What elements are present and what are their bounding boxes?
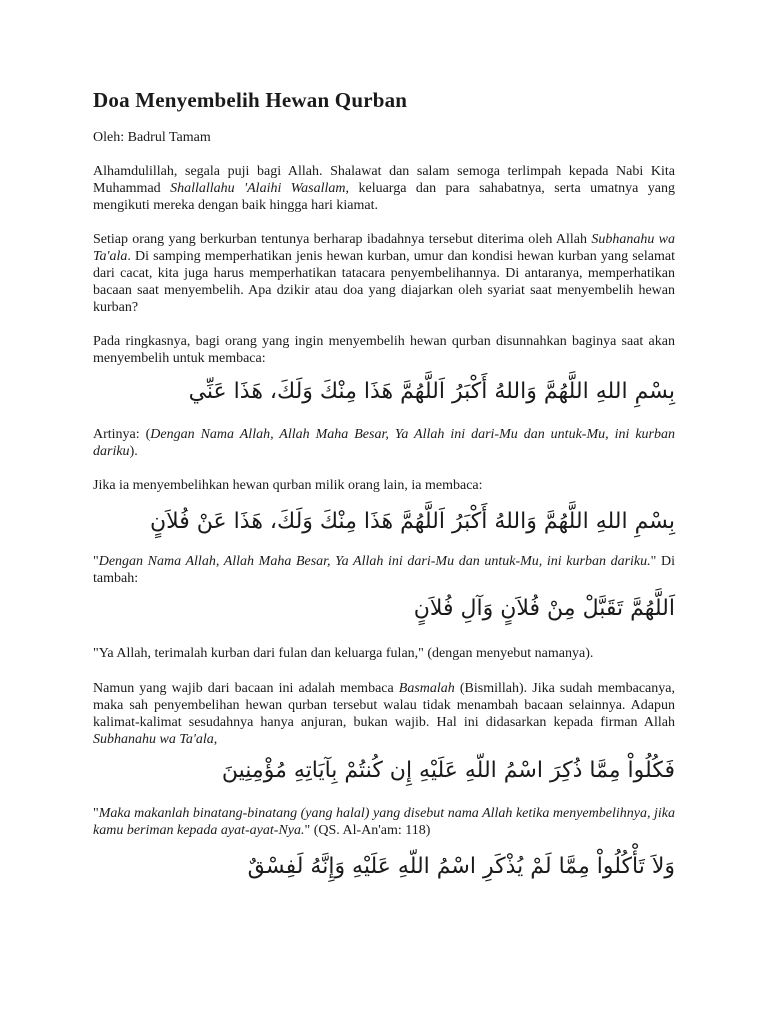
document-title: Doa Menyembelih Hewan Qurban	[93, 88, 408, 112]
text-span: Alhamdulillah, segala puji bagi Allah. Shalawat dan salam semoga terlimpah kepada Nabi Kita Muhammad	[93, 164, 675, 196]
text-span: " (QS. Al-An'am: 118)	[304, 823, 431, 838]
text-span: "	[93, 806, 99, 821]
text-span: ).	[129, 444, 138, 459]
text-span: . Di samping memperhatikan jenis hewan kurban, umur dan kondisi hewan kurban yang selamat dari cacat, kita juga harus memperhatikan tatacara penyembelihannya. Di antaranya, memperhatikan bacaan saat menyembelih. Apa dzikir atau doa yang diajarkan oleh syariat saat menyembelih hewan kurban?	[93, 249, 675, 315]
paragraph-others: Jika ia menyembelihkan hewan qurban milik orang lain, ia membaca:	[93, 478, 483, 493]
paragraph-translation-others	[93, 553, 675, 587]
text-span: Namun yang wajib dari bacaan ini adalah membaca	[93, 681, 399, 696]
text-span: "	[93, 554, 99, 569]
italic-span: Dengan Nama Allah, Allah Maha Besar, Ya Allah ini dari-Mu dan untuk-Mu, ini kurban dariku	[93, 427, 675, 459]
paragraph-translation-self	[93, 426, 675, 460]
italic-span: Maka makanlah binatang-binatang (yang halal) yang disebut nama Allah ketika menyembelihnya, jika kamu beriman kepada ayat-ayat-Nya.	[93, 806, 675, 838]
arabic-prayer-self: بِسْمِ اللهِ اللَّهُمَّ وَاللهُ أَكْبَرُ اَللَّهُمَّ هَذَا مِنْكَ وَلَكَ، هَذَا عَنِّي	[188, 379, 675, 404]
italic-span: Dengan Nama Allah, Allah Maha Besar, Ya Allah ini dari-Mu dan untuk-Mu, ini kurban dariku.	[98, 554, 651, 569]
arabic-verse-121: وَلاَ تَأْكُلُواْ مِمَّا لَمْ يُذْكَرِ اسْمُ اللّهِ عَلَيْهِ وَإِنَّهُ لَفِسْقٌ	[247, 854, 675, 879]
paragraph-translation-acceptance: "Ya Allah, terimalah kurban dari fulan dan keluarga fulan," (dengan menyebut namanya).	[93, 646, 594, 661]
italic-span: Subhanahu wa Ta'ala	[93, 232, 675, 264]
italic-span: Basmalah	[398, 681, 455, 696]
italic-span: Subhanahu wa Ta'ala	[93, 732, 214, 747]
text-span: Setiap orang yang berkurban tentunya berharap ibadahnya tersebut diterima oleh Allah	[93, 232, 592, 247]
text-span: (Bismillah). Jika sudah membacanya, maka sah penyembelihan hewan qurban tersebut walau tidak menambah bacaan selainnya. Adapun kalimat-kalimat sesudahnya hanya anjuran, bukan wajib. Hal ini didasarkan kepada firman Allah	[93, 681, 675, 730]
text-span: , keluarga dan para sahabatnya, serta umatnya yang mengikuti mereka dengan baik hingga hari kiamat.	[93, 181, 676, 213]
arabic-prayer-others: بِسْمِ اللهِ اللَّهُمَّ وَاللهُ أَكْبَرُ اَللَّهُمَّ هَذَا مِنْكَ وَلَكَ، هَذَا عَنْ فُلاَنٍ	[150, 509, 675, 534]
paragraph-instruction: Pada ringkasnya, bagi orang yang ingin menyembelih hewan qurban disunnahkan baginya saat akan menyembelih untuk membaca:	[93, 334, 675, 366]
paragraph-basmalah	[93, 680, 675, 748]
italic-span: Shallallahu 'Alaihi Wasallam	[170, 181, 346, 196]
arabic-verse-118: فَكُلُواْ مِمَّا ذُكِرَ اسْمُ اللّهِ عَلَيْهِ إِن كُنتُمْ بِآيَاتِهِ مُؤْمِنِينَ	[221, 758, 675, 783]
author-line: Oleh: Badrul Tamam	[93, 130, 211, 145]
text-span: Artinya: (	[93, 427, 151, 442]
paragraph-context	[93, 231, 675, 316]
paragraph-intro	[93, 163, 675, 214]
paragraph-verse-translation	[93, 805, 675, 839]
arabic-prayer-acceptance: اَللَّهُمَّ تَقَبَّلْ مِنْ فُلاَنٍ وَآلِ فُلاَنٍ	[413, 596, 675, 621]
text-span: ,	[213, 732, 218, 747]
text-span: " Di tambah:	[93, 554, 675, 586]
